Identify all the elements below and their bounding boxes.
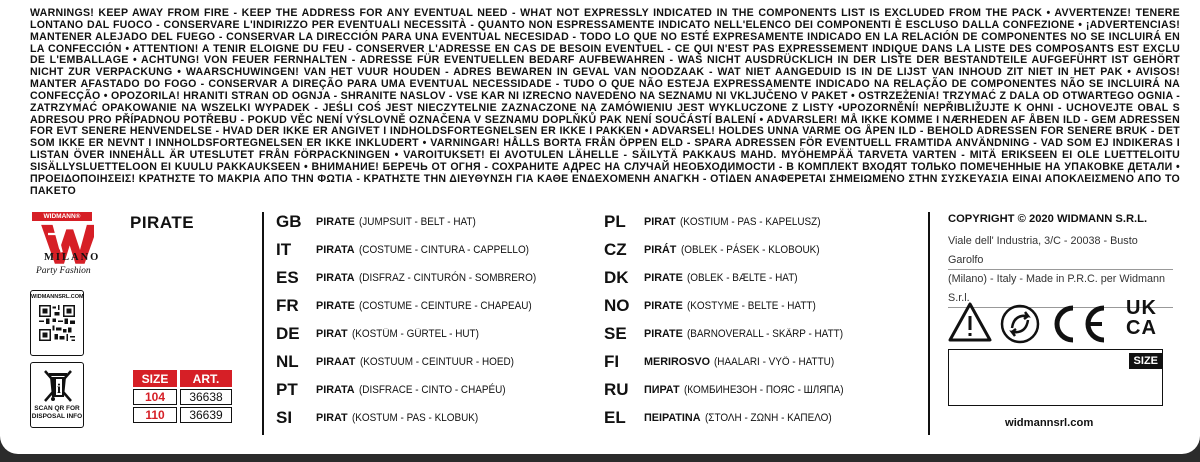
language-desc: (COSTUME - CEINTURE - CHAPEAU)	[359, 300, 532, 312]
language-row	[604, 408, 843, 432]
disposal-info-box	[30, 362, 84, 428]
language-name: ΠΕΙΡΑΤΙΝΑ	[644, 412, 701, 424]
language-row	[604, 212, 833, 236]
language-desc: (BARNOVERALL - SKÄRP - HATT)	[687, 328, 844, 340]
certification-symbols	[948, 298, 1168, 350]
art-value: 36638	[180, 389, 232, 405]
language-code: RU	[604, 380, 629, 399]
size-table	[130, 368, 235, 425]
svg-text:i: i	[57, 382, 61, 397]
language-code: CZ	[604, 240, 627, 259]
language-code: DE	[276, 324, 300, 343]
language-desc: (COSTUME - CINTURA - CAPPELLO)	[359, 244, 530, 256]
language-code: PL	[604, 212, 626, 231]
language-desc: (DISFRACE - CINTO - CHAPÉU)	[359, 384, 506, 396]
ce-mark-icon	[1057, 308, 1104, 340]
language-row	[276, 408, 489, 432]
language-desc: (KOSTYME - BELTE - HATT)	[687, 300, 817, 312]
language-name: PIRATE	[316, 216, 355, 228]
language-code: NO	[604, 296, 630, 315]
language-desc: (OBLEK - PÁSEK - KLOBOUK)	[680, 244, 820, 256]
language-code: ES	[276, 268, 299, 287]
address-line: Viale dell' Industria, 3/C - 20038 - Busto Garolfo	[948, 232, 1173, 270]
language-code: SE	[604, 324, 627, 343]
language-desc: (JUMPSUIT - BELT - HAT)	[359, 216, 477, 228]
language-code: EL	[604, 408, 626, 427]
language-code: FI	[604, 352, 620, 371]
language-name: PIRATE	[644, 300, 683, 312]
language-name: PIRATA	[316, 272, 355, 284]
logo-milano: MILANO	[44, 252, 101, 263]
disposal-text: SCAN QR FOR DISPOSAL INFO	[31, 405, 83, 420]
language-code: IT	[276, 240, 292, 259]
warnings-text: WARNINGS! KEEP AWAY FROM FIRE - KEEP THE ADDRESS FOR ANY EVENTUAL NEED - WHAT NOT EXPRESSLY INDICATED IN THE COMPONENTS LIST IS EXCLUDED FROM THE PACK • AVVERTENZE! TENERE LONTANO DAL FUOCO - CONSERVARE L'INDIRIZZO PER EVENTUALI NECESSITÀ - QUANTO NON ESPRESSAMENTE INDICATO NELL'ELENCO DEI COMPONENTI È ESCLUSO DALLA CONFEZIONE • ¡ADVERTENCIAS! MANTENER ALEJADO DEL FUEGO - CONSERVAR LA DIRECCIÓN PARA UNA EVENTUAL NECESIDAD - TODO LO QUE NO ESTÉ EXPRESAMENTE INDICADO EN LA RELACIÓN DE COMPONENTES NO SE INCLUIRÁ EN LA CONFECCIÓN • ATTENTION! A TENIR ELOIGNE DU FEU - CONSERVER L'ADRESSE EN CAS DE BESOIN EVENTUEL - CE QUI N'EST PAS EXPRESSEMENT INDIQUE DANS LA LISTE DES COMPOSANTS EST EXCLU DE L'EMBALLAGE • ACHTUNG! VON FEUER FERNHALTEN - ADRESSE FÜR EVENTUELLEN BEDARF AUFBEWAHREN - WAS NICHT AUSDRÜCKLICH IN DER LISTE DER BESTANDTEILE AUFGEFÜHRT IST GEHÖRT NICHT ZUR VERPACKUNG • WAARSCHUWINGEN! VAN HET VUUR HOUDEN - ADRES BEWAREN IN GEVAL VAN NOODZAAK - WAT NIET AANGEDUID IS IN DE LIJST VAN INHOUD ZIT NIET IN HET PAK • AVISOS! MANTER AFASTADO DO FOGO - CONSERVAR A DIREÇÃO PARA UMA EVENTUAL NECESSIDADE - TUDO O QUE NÃO ESTEJA EXPRESSAMENTE INDICADO NA RELAÇÃO DE COMPONENTES NÃO SE INCLUIRÁ NA CONFECÇÃO • OPOZORILA! HRANITI STRAN OD OGNJA - SHRANITE NASLOV - VSE KAR NI IZRECNO NAVEDENO NA SEZNAMU NI VKLJUČENO V PAKET • OSTRZEŻENIA! TRZYMAĆ Z DALA OD OTWARTEGO OGNIA - ZATRZYMAĆ OPAKOWANIE NA WSZELKI WYPADEK - JEŚLI COŚ JEST NIECZYTELNIE ZAZNACZONE NA ZAMÓWIENIU JEST WYKLUCZONE Z LISTY •UPOZORNĚNÍ! NEPŘIBLIŽUJTE K OHNI - UCHOVEJTE OBAL S ADRESOU PRO PŘÍPADNOU POTŘEBU - POKUD VĚC NENÍ VÝSLOVNĚ OZNAČENA V SEZNAMU DOPLŇKŮ PAK NENÍ SOUČÁSTÍ BALENÍ • ADVARSLER! MÅ IKKE KOMME I NÆRHEDEN AF ÅBEN ILD - GEM ADRESSEN FOR EVT SENERE HENVENDELSE - HVAD DER IKKE ER ANGIVET I INDHOLDSFORTEGNELSEN ER IKKE I PAKKEN • ADVARSEL! HOLDES UNNA VARME OG ÅPEN ILD - BEHOLD ADRESSEN FOR SENERE BRUK - DET SOM IKKE ER NEVNT I INNHOLDSFORTEGNELSEN ER IKKE INKLUDERT • VARNINGAR! HÅLLS BORTA FRÅN ÖPPEN ELD - SPARA ADRESSEN FÖR EVENTUELL FRAMTIDA ANVÄNDNING - VAD SOM EJ INDIKERAS I LISTAN ÖVER INNEHÅLL ÄR UTESLUTET FRÅN FÖRPACKNINGEN • VAROITUKSET! EI AVOTULEN LÄHELLE - SÄILYTÄ PAKKAUS MAHD. MYÖHEMPÄÄ TARVETA VARTEN - MITÄ ERIKSEEN EI OLE LUETTELOITU SISÄLLYSLUETTELOON EI KUULU PAKKAUKSEEN • ВНИМАНИЕ! БЕРЕЧЬ ОТ ОГНЯ - СОХРАНИТЕ АДРЕС НА СЛУЧАЙ НЕОБХОДИМОСТИ - В КОМПЛЕКТ ВХОДЯТ ТОЛЬКО ПОМЕЧЕННЫЕ НА УПАКОВКЕ ДЕТАЛИ • ΠΡΟΕΙΔΟΠΟΙΗΣΕΙΣ! ΚΡΑΤΗΣΤΕ ΤΟ ΜΑΚΡΙΑ ΑΠΟ ΤΗΝ ΦΩΤΙΑ - ΚΡΑΤΗΣΤΕ ΤΗΝ ΔΙΕΥΘΥΝΣΗ ΓΙΑ ΚΑΘΕ ΕΝΔΕΧΟΜΕΝΗ ΑΝΑΓΚΗ - ΟΤΙΔΕΝ ΑΝΑΦΕΡΕΤΑΙ ΣΗΜΕΙΩΜΕΝΟ ΣΤΗΝ ΣΥΣΚΕΥΑΣΙΑ ΕΙΝΑΙ ΑΠΟΚΛΕΙΣΜΕΝΟ ΑΠΟ ΤΟ ΠΑΚΕΤΟ	[30, 7, 1180, 197]
size-badge: SIZE	[1129, 353, 1163, 369]
language-desc: (КОМБИНЕЗОН - ПОЯС - ШЛЯПА)	[684, 384, 844, 396]
language-row	[276, 324, 490, 348]
language-row	[604, 380, 858, 404]
language-desc: (DISFRAZ - CINTURÓN - SOMBRERO)	[359, 272, 537, 284]
qr-url: WIDMANNSRL.COM	[31, 294, 84, 300]
copyright-text: COPYRIGHT © 2020 WIDMANN S.R.L.	[948, 213, 1148, 225]
qr-code-icon	[39, 305, 75, 341]
language-code: DK	[604, 268, 629, 287]
table-row	[133, 407, 232, 423]
language-row	[604, 240, 831, 264]
language-desc: (OBLEK - BÆLTE - HAT)	[687, 272, 798, 284]
language-name: PIRATE	[644, 328, 683, 340]
language-name: PIRATE	[316, 300, 355, 312]
language-desc: (KOSTIUM - PAS - KAPELUSZ)	[680, 216, 821, 228]
language-row	[276, 296, 547, 320]
language-name: PIRAAT	[316, 356, 356, 368]
language-row	[604, 324, 857, 348]
language-row	[276, 380, 518, 404]
language-name: PIRAT	[644, 216, 676, 228]
qr-code-box[interactable]	[30, 290, 84, 356]
language-desc: (KOSTÜM - GÜRTEL - HUT)	[352, 328, 479, 340]
size-value: 104	[133, 389, 177, 405]
language-code: PT	[276, 380, 298, 399]
crossed-bin-icon	[41, 367, 75, 403]
language-name: PIRATA	[316, 244, 355, 256]
address-line: (Milano) - Italy - Made in P.R.C. per Widmann S.r.l.	[948, 270, 1173, 308]
language-code: NL	[276, 352, 299, 371]
language-row	[604, 268, 807, 292]
language-name: ПИРАТ	[644, 384, 680, 396]
language-name: PIRAT	[316, 328, 348, 340]
language-name: PIRAT	[316, 412, 348, 424]
language-desc: (HAALARI - VYÖ - HATTU)	[714, 356, 835, 368]
website-link[interactable]: widmannsrl.com	[1005, 417, 1094, 429]
language-code: GB	[276, 212, 302, 231]
table-row	[133, 389, 232, 405]
language-row	[604, 296, 827, 320]
warning-triangle-icon	[950, 304, 990, 340]
language-row	[276, 212, 486, 236]
language-name: PIRATE	[644, 272, 683, 284]
language-row	[604, 352, 845, 376]
size-box	[948, 349, 1163, 406]
ukca-bottom: CA	[1126, 317, 1157, 339]
product-name: PIRATE	[130, 213, 195, 232]
language-name: MERIROSVO	[644, 356, 710, 368]
language-desc: (ΣΤΟΛΗ - ΖΩΝΗ - ΚΑΠΕΛΟ)	[704, 412, 832, 424]
language-name: PIRATA	[316, 384, 355, 396]
art-header: ART.	[180, 370, 232, 387]
language-desc: (KOSTUUM - CEINTUUR - HOED)	[359, 356, 514, 368]
recycle-icon	[1002, 306, 1038, 342]
divider-right	[928, 212, 930, 435]
ukca-mark	[1126, 298, 1166, 338]
logo-party-fashion: Party Fashion	[36, 266, 91, 276]
language-row	[276, 352, 527, 376]
art-value: 36639	[180, 407, 232, 423]
language-row	[276, 240, 544, 264]
ukca-top: UK	[1126, 297, 1157, 319]
size-header: SIZE	[133, 370, 177, 387]
divider-left	[262, 212, 264, 435]
logo-tag: WIDMANN®	[32, 212, 92, 221]
language-code: SI	[276, 408, 293, 427]
language-name: PIRÁT	[644, 244, 677, 256]
language-row	[276, 268, 552, 292]
language-code: FR	[276, 296, 299, 315]
language-desc: (KOSTUM - PAS - KLOBUK)	[352, 412, 479, 424]
size-value: 110	[133, 407, 177, 423]
